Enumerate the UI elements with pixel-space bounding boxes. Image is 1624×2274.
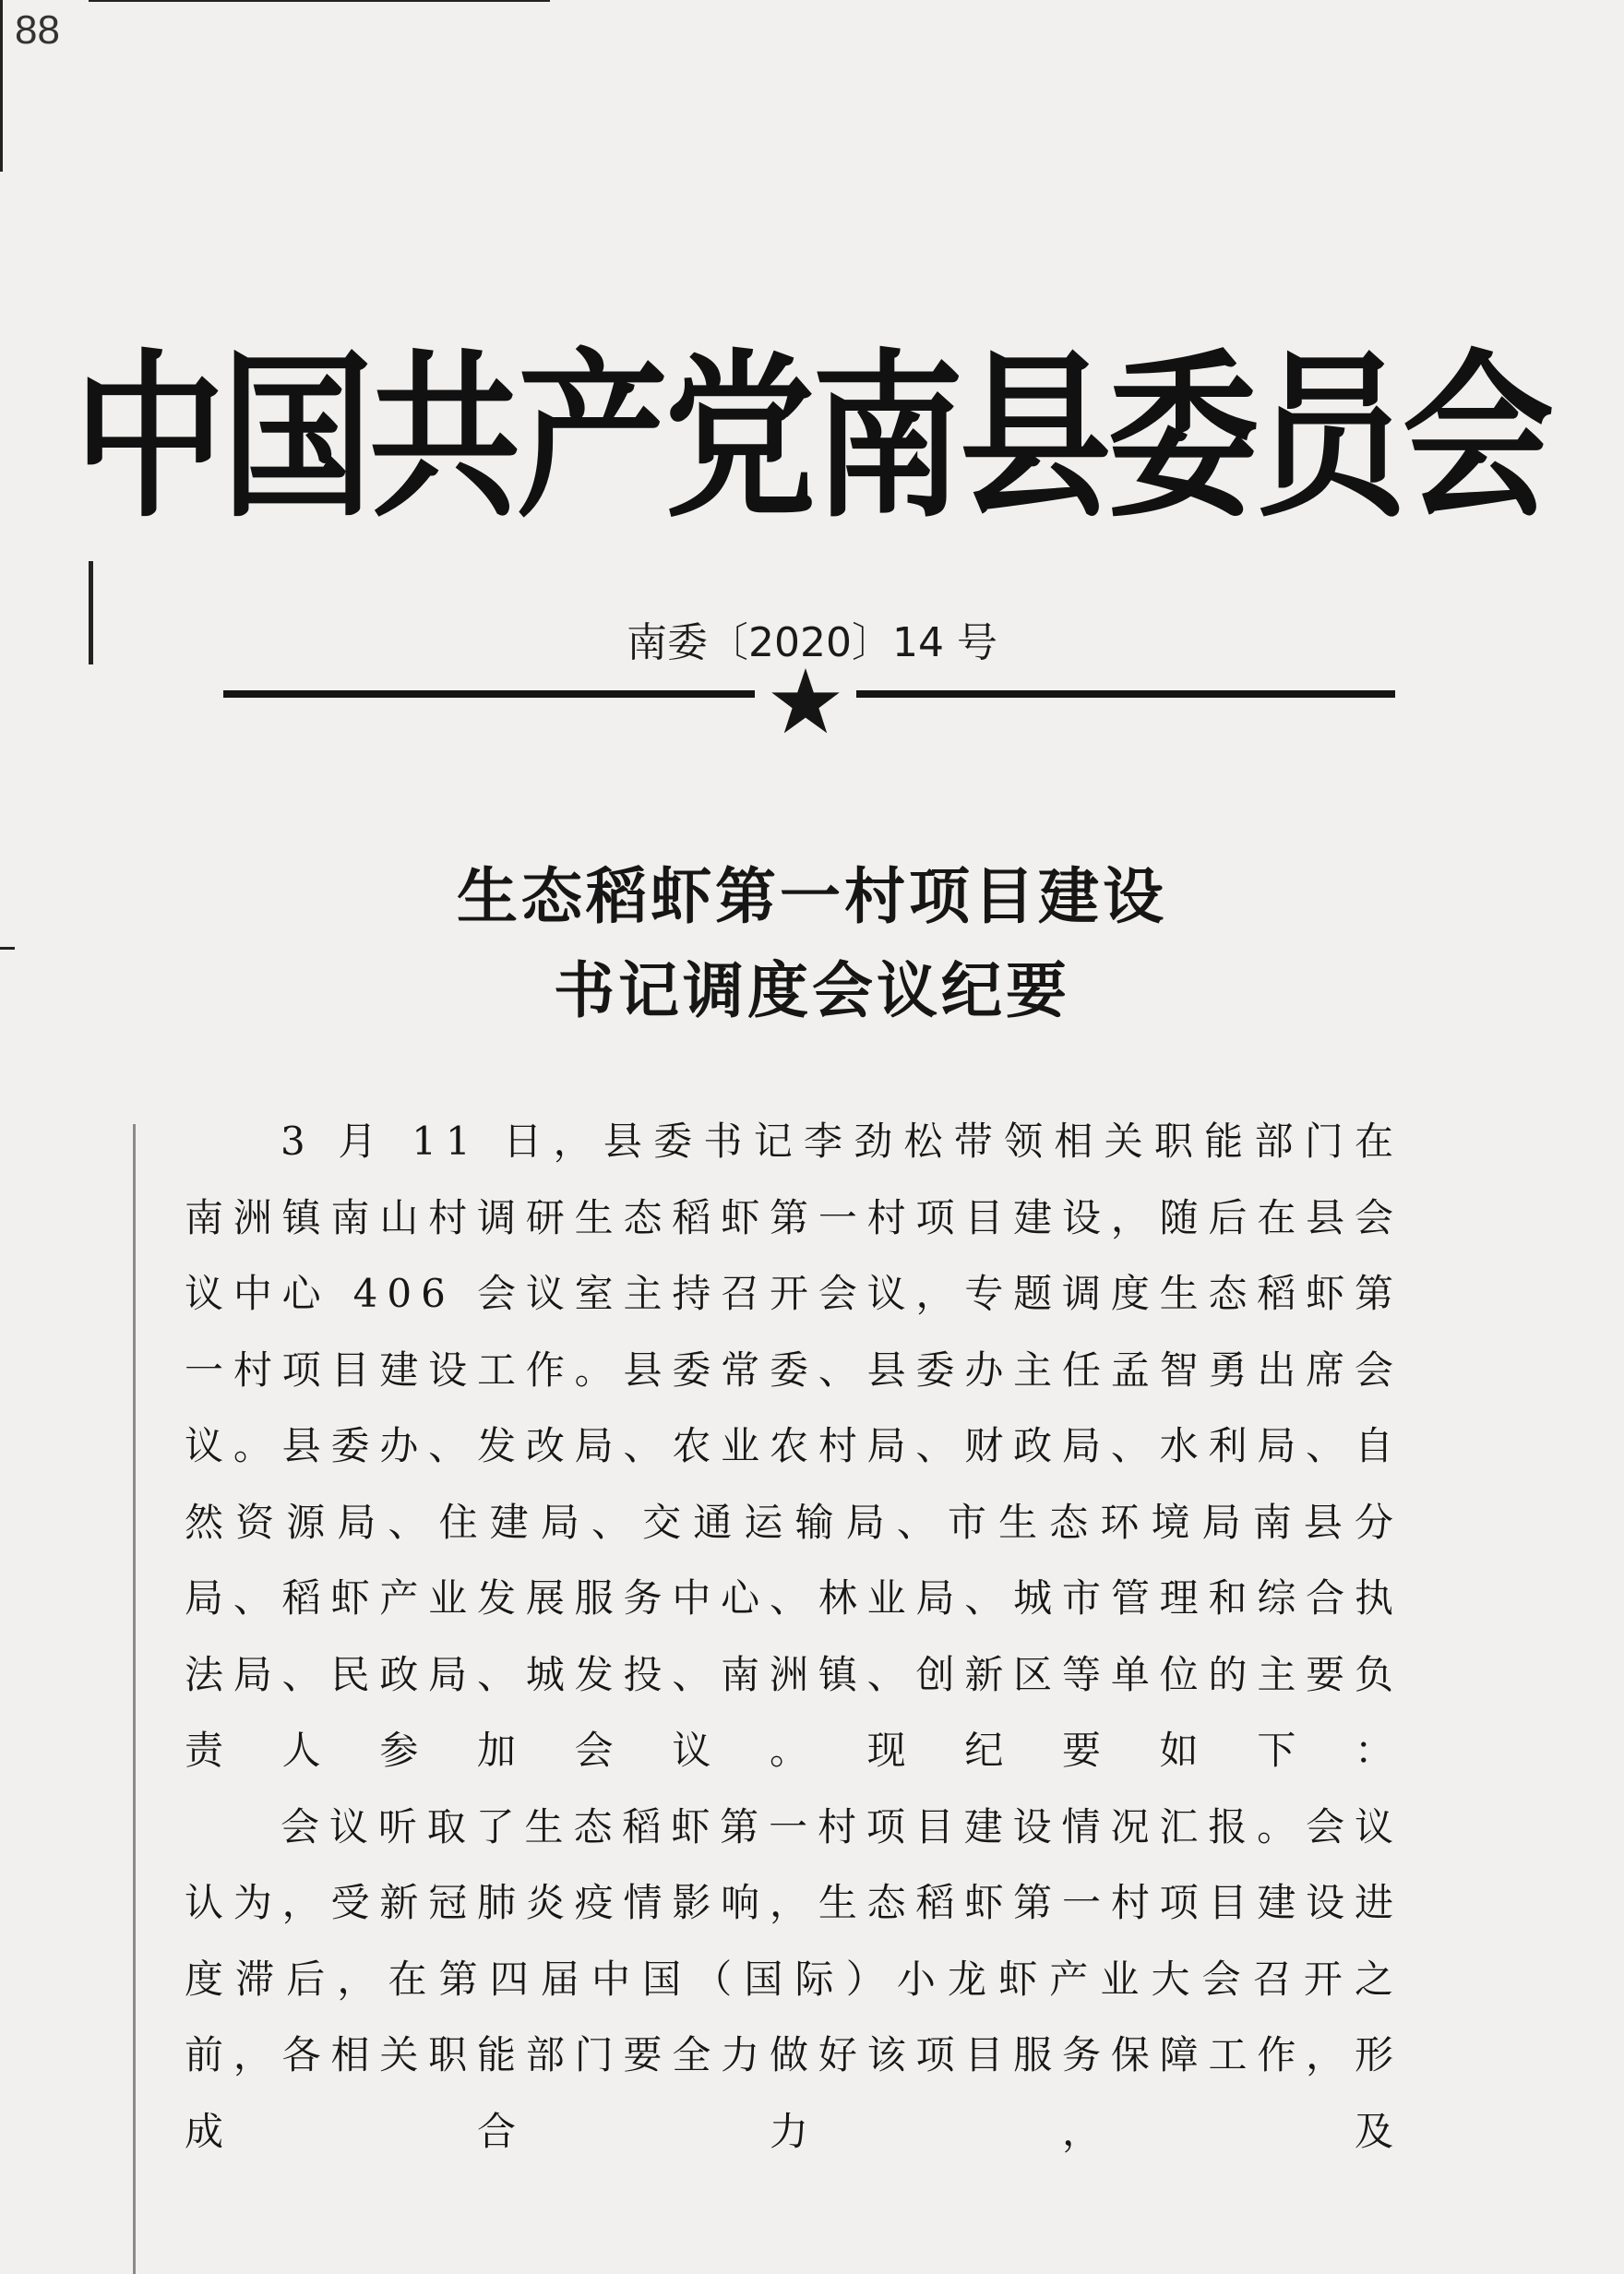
red-header-rule-right — [856, 690, 1395, 698]
scan-edge-top — [89, 0, 550, 2]
issuer-title: 中国共产党南县委员会 — [73, 333, 1550, 543]
document-title-line-1: 生态稻虾第一村项目建设 — [457, 860, 1167, 932]
scan-edge-left-bottom — [133, 1124, 136, 2274]
page-number: 88 — [15, 7, 60, 53]
document-title-line-2: 书记调度会议纪要 — [554, 954, 1070, 1026]
paragraph-1: 3 月 11 日，县委书记李劲松带领相关职能部门在南洲镇南山村调研生态稻虾第一村项目建设，随后在县会议中心 406 会议室主持召开会议，专题调度生态稻虾第一村项目建设工作。县委常委、县委办主任孟智勇出席会议。县委办、发改局、农业农村局、财政局、水利局、自然资源局、住建局、交通运输局、市生态环境局南县分局、稻虾产业发展服务中心、林业局、城市管理和综合执法局、民政局、城发投、南洲镇、创新区等单位的主要负责人参加会议。现纪要如下： — [185, 1119, 1403, 1773]
scan-edge-left-top — [0, 0, 3, 172]
star-icon — [769, 664, 842, 738]
paragraph-2: 会议听取了生态稻虾第一村项目建设情况汇报。会议认为，受新冠肺炎疫情影响，生态稻虾第一村项目建设进度滞后，在第四届中国（国际）小龙虾产业大会召开之前，各相关职能部门要全力做好该项目服务保障工作，形成合力，及 — [185, 1803, 1403, 2154]
document-number: 南委〔2020〕14 号 — [627, 619, 997, 666]
body-text — [185, 1104, 1403, 2170]
red-header-rule-left — [223, 690, 755, 698]
